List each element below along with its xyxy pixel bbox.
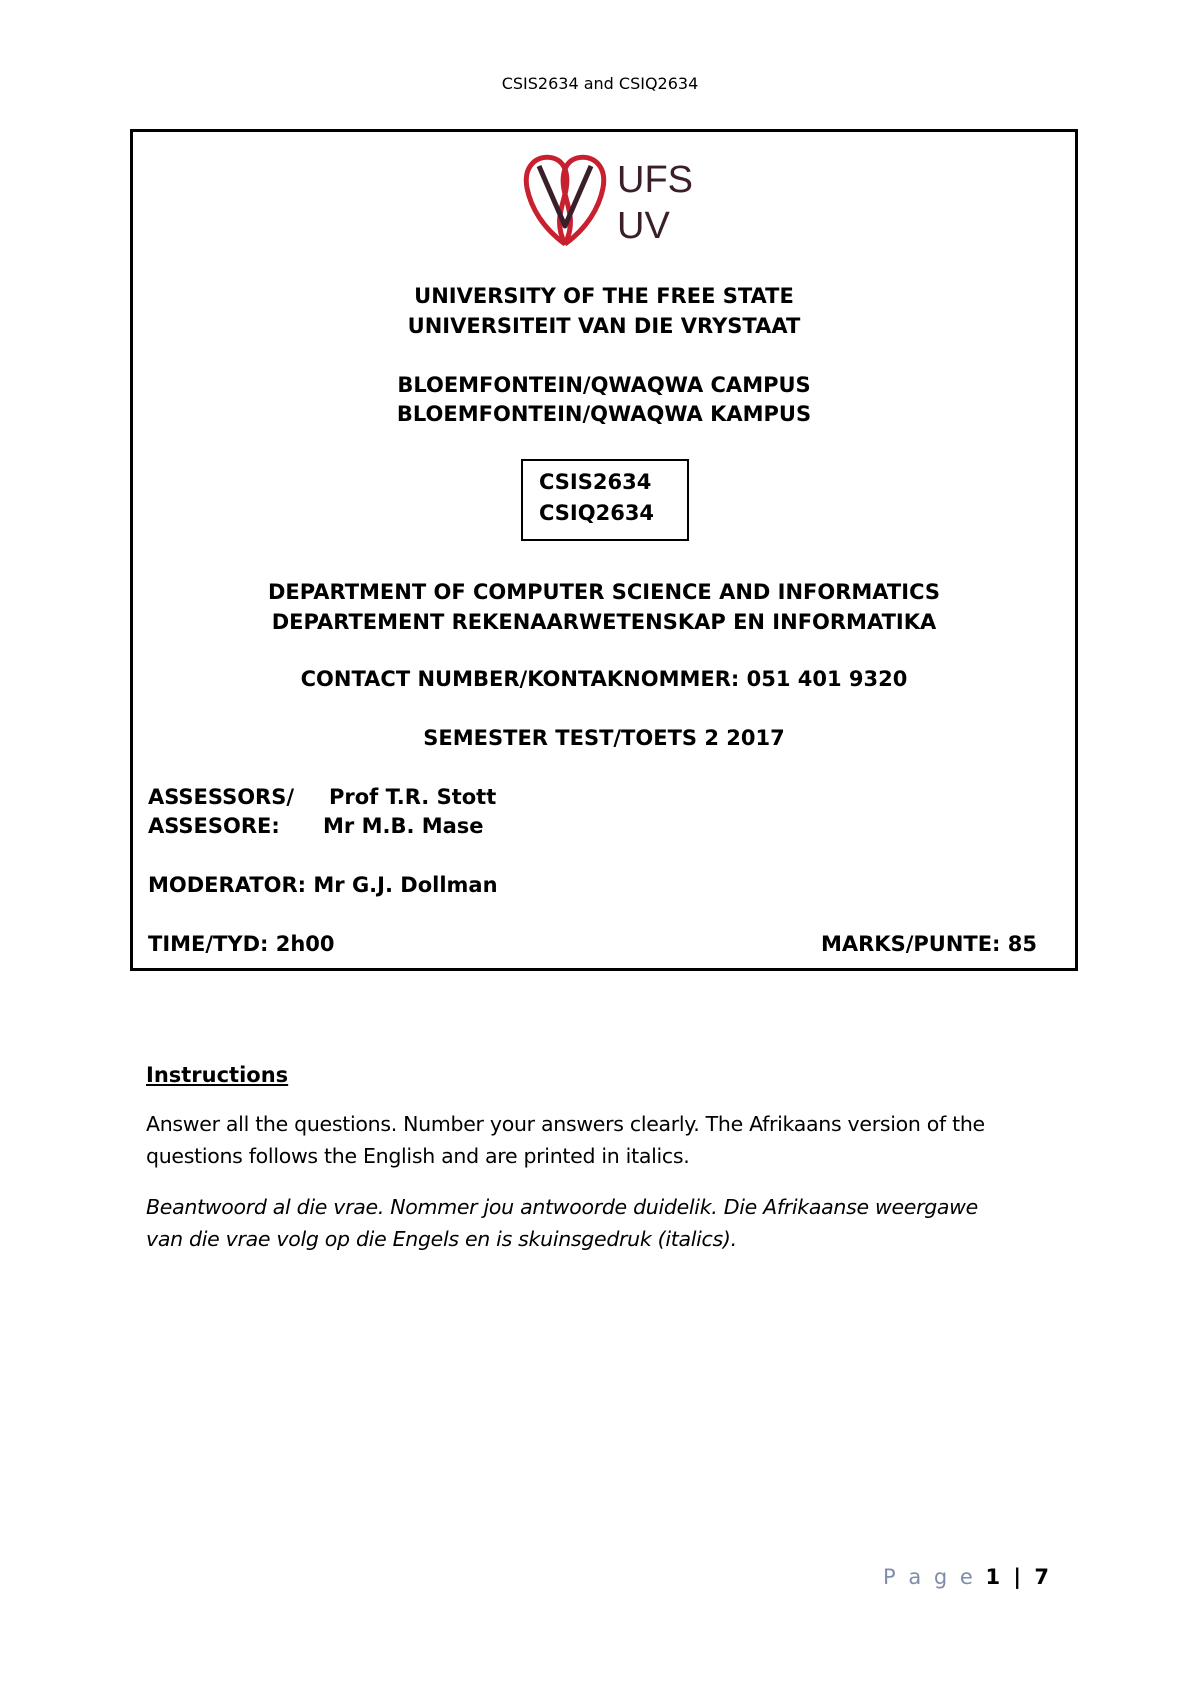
instructions-afrikaans-line: van die vrae volg op die Engels en is skuinsgedruk (italics).	[146, 1227, 737, 1251]
campus-en: BLOEMFONTEIN/QWAQWA CAMPUS	[397, 373, 811, 397]
time-allowed: TIME/TYD: 2h00	[148, 932, 335, 956]
test-title: SEMESTER TEST/TOETS 2 2017	[423, 726, 785, 750]
assessors-label-af: ASSESORE:	[148, 814, 280, 838]
assessor-2: Mr M.B. Mase	[323, 814, 484, 838]
running-header: CSIS2634 and CSIQ2634	[501, 74, 699, 93]
ufs-logo	[513, 148, 713, 254]
logo-text-top: UFS	[617, 159, 693, 201]
logo-text-bottom: UV	[617, 205, 670, 247]
page-word: P a g e	[882, 1565, 976, 1589]
page-footer	[883, 1565, 1052, 1589]
module-code: CSIQ2634	[539, 501, 655, 525]
instructions-heading: Instructions	[146, 1063, 289, 1087]
university-name-af: UNIVERSITEIT VAN DIE VRYSTAAT	[407, 314, 801, 338]
logo-heart-inner	[563, 157, 604, 244]
cover-box	[130, 129, 1078, 971]
module-code-box	[521, 459, 689, 541]
department-en: DEPARTMENT OF COMPUTER SCIENCE AND INFORMATICS	[267, 580, 940, 604]
department-af: DEPARTEMENT REKENAARWETENSKAP EN INFORMATIKA	[271, 610, 937, 634]
contact-number: CONTACT NUMBER/KONTAKNOMMER: 051 401 9320	[300, 667, 908, 691]
total-marks: MARKS/PUNTE: 85	[820, 932, 1037, 956]
logo-heart-outer	[526, 157, 567, 244]
instructions-english-line: Answer all the questions. Number your answers clearly. The Afrikaans version of the	[146, 1112, 985, 1136]
assessor-1: Prof T.R. Stott	[329, 785, 497, 809]
page-number: 1 | 7	[985, 1565, 1052, 1589]
instructions-afrikaans	[146, 1191, 1076, 1255]
university-name-en: UNIVERSITY OF THE FREE STATE	[414, 284, 794, 308]
moderator: MODERATOR: Mr G.J. Dollman	[148, 873, 498, 897]
instructions-english	[146, 1108, 1076, 1172]
module-code: CSIS2634	[539, 470, 652, 494]
instructions-afrikaans-line: Beantwoord al die vrae. Nommer jou antwoorde duidelik. Die Afrikaanse weergawe	[146, 1195, 978, 1219]
assessors-label-en: ASSESSORS/	[148, 785, 295, 809]
campus-af: BLOEMFONTEIN/QWAQWA KAMPUS	[396, 402, 812, 426]
instructions-english-line: questions follows the English and are printed in italics.	[146, 1144, 690, 1168]
